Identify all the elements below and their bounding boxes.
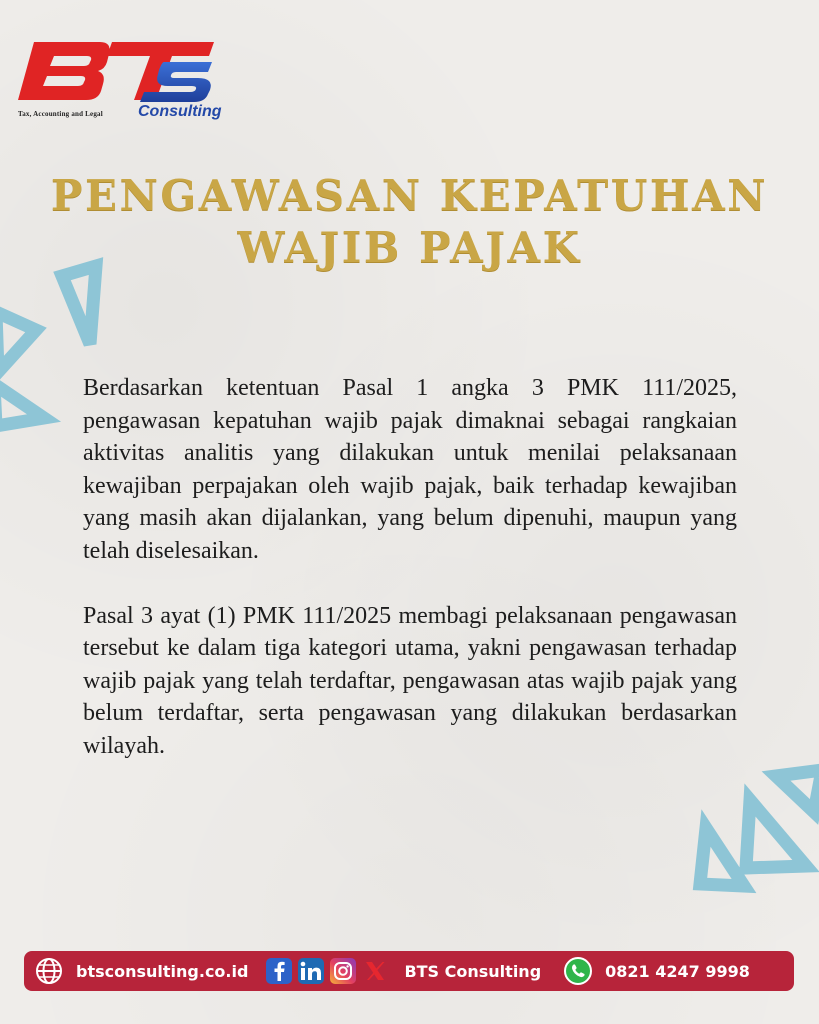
page-title bbox=[20, 170, 799, 274]
paragraph-2: Pasal 3 ayat (1) PMK 111/2025 membagi pelaksanaan pengawasan tersebut ke dalam tiga kategori utama, yakni pengawasan terhadap wajib pajak yang telah terdaftar, pengawasan atas wajib pajak yang belum terdaftar, serta pengawasan yang dilakukan berdasarkan wilayah. bbox=[83, 602, 737, 759]
contact-footer bbox=[24, 951, 794, 991]
title-line-2: WAJIB PAJAK bbox=[237, 223, 582, 272]
website-link[interactable]: btsconsulting.co.id bbox=[76, 961, 249, 981]
linkedin-icon[interactable] bbox=[298, 958, 324, 984]
bts-logo bbox=[14, 36, 222, 128]
triangle-right-middle bbox=[746, 800, 806, 868]
globe-icon bbox=[34, 956, 64, 986]
social-account-name[interactable]: BTS Consulting bbox=[404, 961, 542, 981]
triangle-left-middle bbox=[0, 312, 36, 372]
bts-logo-mark bbox=[14, 36, 219, 106]
triangle-right-top bbox=[776, 770, 819, 812]
logo-subtitle: Consulting bbox=[138, 103, 222, 120]
title-line-1: PENGAWASAN KEPATUHAN bbox=[50, 171, 769, 220]
article-body bbox=[83, 372, 737, 795]
whatsapp-icon[interactable] bbox=[563, 956, 593, 986]
x-icon[interactable] bbox=[362, 958, 388, 984]
triangle-left-bottom bbox=[0, 384, 44, 426]
triangle-left-top bbox=[62, 266, 96, 344]
instagram-icon[interactable] bbox=[330, 958, 356, 984]
logo-tagline: Tax, Accounting and Legal bbox=[18, 110, 103, 118]
facebook-icon[interactable] bbox=[266, 958, 292, 984]
paragraph-1: Berdasarkan ketentuan Pasal 1 angka 3 PMK 111/2025, pengawasan kepatuhan wajib pajak dimaknai sebagai rangkaian aktivitas analitis yang dilakukan untuk menilai pelaksanaan kewajiban perpajakan oleh wajib pajak, baik terhadap kewajiban yang masih akan dijalankan, yang belum dipenuhi, maupun yang telah diselesaikan. bbox=[83, 375, 737, 564]
phone-number[interactable]: 0821 4247 9998 bbox=[605, 961, 750, 981]
triangle-right-bottom bbox=[700, 828, 744, 886]
